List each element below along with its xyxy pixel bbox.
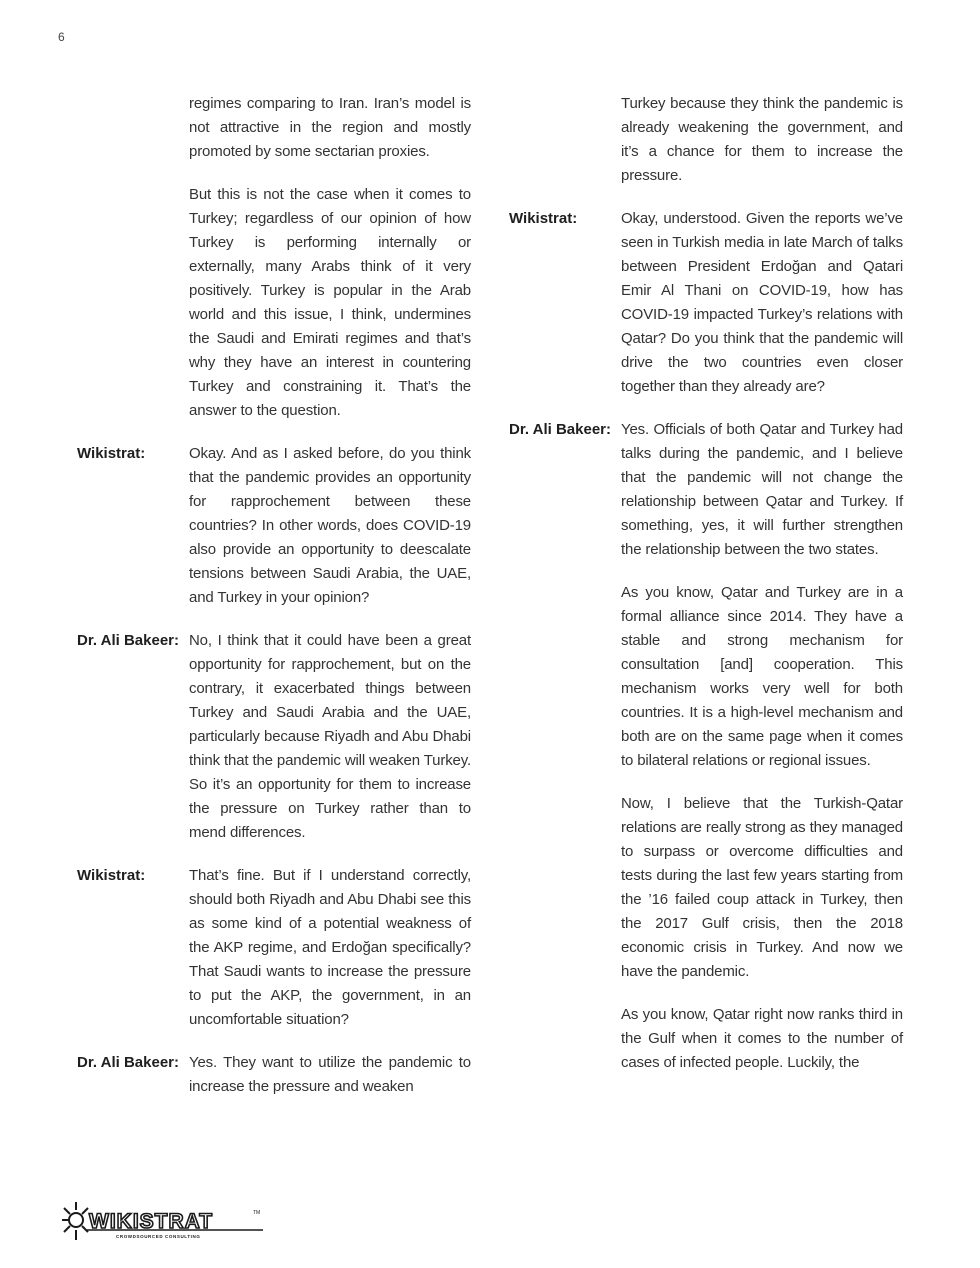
speaker-label [77, 92, 189, 423]
left-column [77, 92, 472, 1118]
entry-body [189, 442, 471, 610]
interview-entry [509, 92, 904, 188]
interview-entry [77, 92, 472, 423]
interview-entry [509, 207, 904, 399]
paragraph: regimes comparing to Iran. Iran’s model is not attractive in the region and mostly promoted by some sectarian proxies. [189, 95, 471, 160]
logo-wordmark: WIKISTRAT [89, 1210, 214, 1233]
speaker-label: Wikistrat: [77, 445, 146, 462]
interview-entry [509, 418, 904, 1075]
paragraph: As you know, Qatar and Turkey are in a formal alliance since 2014. They have a stable and strong mechanism for consultation [and] cooperation. This mechanism works very well for both countries. It is a high-level mechanism and both are on the same page when it comes to bilateral relations or regional issues. [621, 584, 903, 769]
paragraph: As you know, Qatar right now ranks third in the Gulf when it comes to the number of cases of infected people. Luckily, the [621, 1006, 903, 1071]
interview-entry [77, 442, 472, 610]
interview-entry [77, 864, 472, 1032]
entry-body [189, 864, 471, 1032]
paragraph: Yes. Officials of both Qatar and Turkey had talks during the pandemic, and I believe that the pandemic will not change the relationship between Qatar and Turkey. If something, yes, it will further strengthen the relationship between the two states. [621, 421, 903, 558]
paragraph: No, I think that it could have been a great opportunity for rapprochement, but on the contrary, it exacerbated things between Turkey and Saudi Arabia and the UAE, particularly because Riyadh and Abu Dhabi think that the pandemic will weaken Turkey. So it’s an opportunity for them to increase the pressure on Turkey rather than to mend differences. [189, 632, 471, 841]
paragraph: Now, I believe that the Turkish-Qatar relations are really strong as they managed to surpass or overcome difficulties and tests during the last few years starting from the ’16 failed coup attack in Turkey, then the 2017 Gulf crisis, then the 2018 economic crisis in Turkey. And now we have the pandemic. [621, 795, 903, 980]
interview-entry [77, 1051, 472, 1099]
speaker-label: Dr. Ali Bakeer: [77, 632, 179, 649]
interview-entry [77, 629, 472, 845]
paragraph: Yes. They want to utilize the pandemic to increase the pressure and weaken [189, 1054, 471, 1095]
speaker-label: Wikistrat: [509, 210, 578, 227]
right-column [509, 92, 904, 1094]
entry-body [621, 418, 903, 1075]
speaker-label: Dr. Ali Bakeer: [509, 421, 611, 438]
entry-body [621, 92, 903, 188]
entry-body [189, 629, 471, 845]
entry-body [621, 207, 903, 399]
paragraph: That’s fine. But if I understand correctly, should both Riyadh and Abu Dhabi see this as some kind of a potential weakness of the AKP regime, and Erdoğan specifically? That Saudi wants to increase the pressure to put the AKP, the government, in an uncomfortable situation? [189, 867, 471, 1028]
paragraph: Turkey because they think the pandemic is already weakening the government, and it’s a chance for them to increase the pressure. [621, 95, 903, 184]
paragraph: Okay. And as I asked before, do you think that the pandemic provides an opportunity for rapprochement between these countries? In other words, does COVID-19 also provide an opportunity to deescalate tensions between Saudi Arabia, the UAE, and Turkey in your opinion? [189, 445, 471, 606]
speaker-label: Wikistrat: [77, 867, 146, 884]
speaker-label [509, 92, 621, 188]
logo-tagline: CROWDSOURCED CONSULTING [116, 1234, 201, 1239]
entry-body [189, 92, 471, 423]
page-number: 6 [58, 30, 65, 44]
paragraph: But this is not the case when it comes to Turkey; regardless of our opinion of how Turkey is performing internally or externally, many Arabs think of it very positively. Turkey is popular in the Arab world and this issue, I think, undermines the Saudi and Emirati regimes and that’s why they have an interest in countering Turkey and constraining it. That’s the answer to the question. [189, 186, 471, 419]
speaker-label: Dr. Ali Bakeer: [77, 1054, 179, 1071]
compass-star-icon [62, 1202, 88, 1240]
wikistrat-logo [58, 1200, 268, 1246]
paragraph: Okay, understood. Given the reports we’ve seen in Turkish media in late March of talks between President Erdoğan and Qatari Emir Al Thani on COVID-19, how has COVID-19 impacted Turkey’s relations with Qatar? Do you think that the pandemic will drive the two countries even closer together than they already are? [621, 210, 903, 395]
entry-body [189, 1051, 471, 1099]
logo-trademark: TM [253, 1210, 261, 1216]
